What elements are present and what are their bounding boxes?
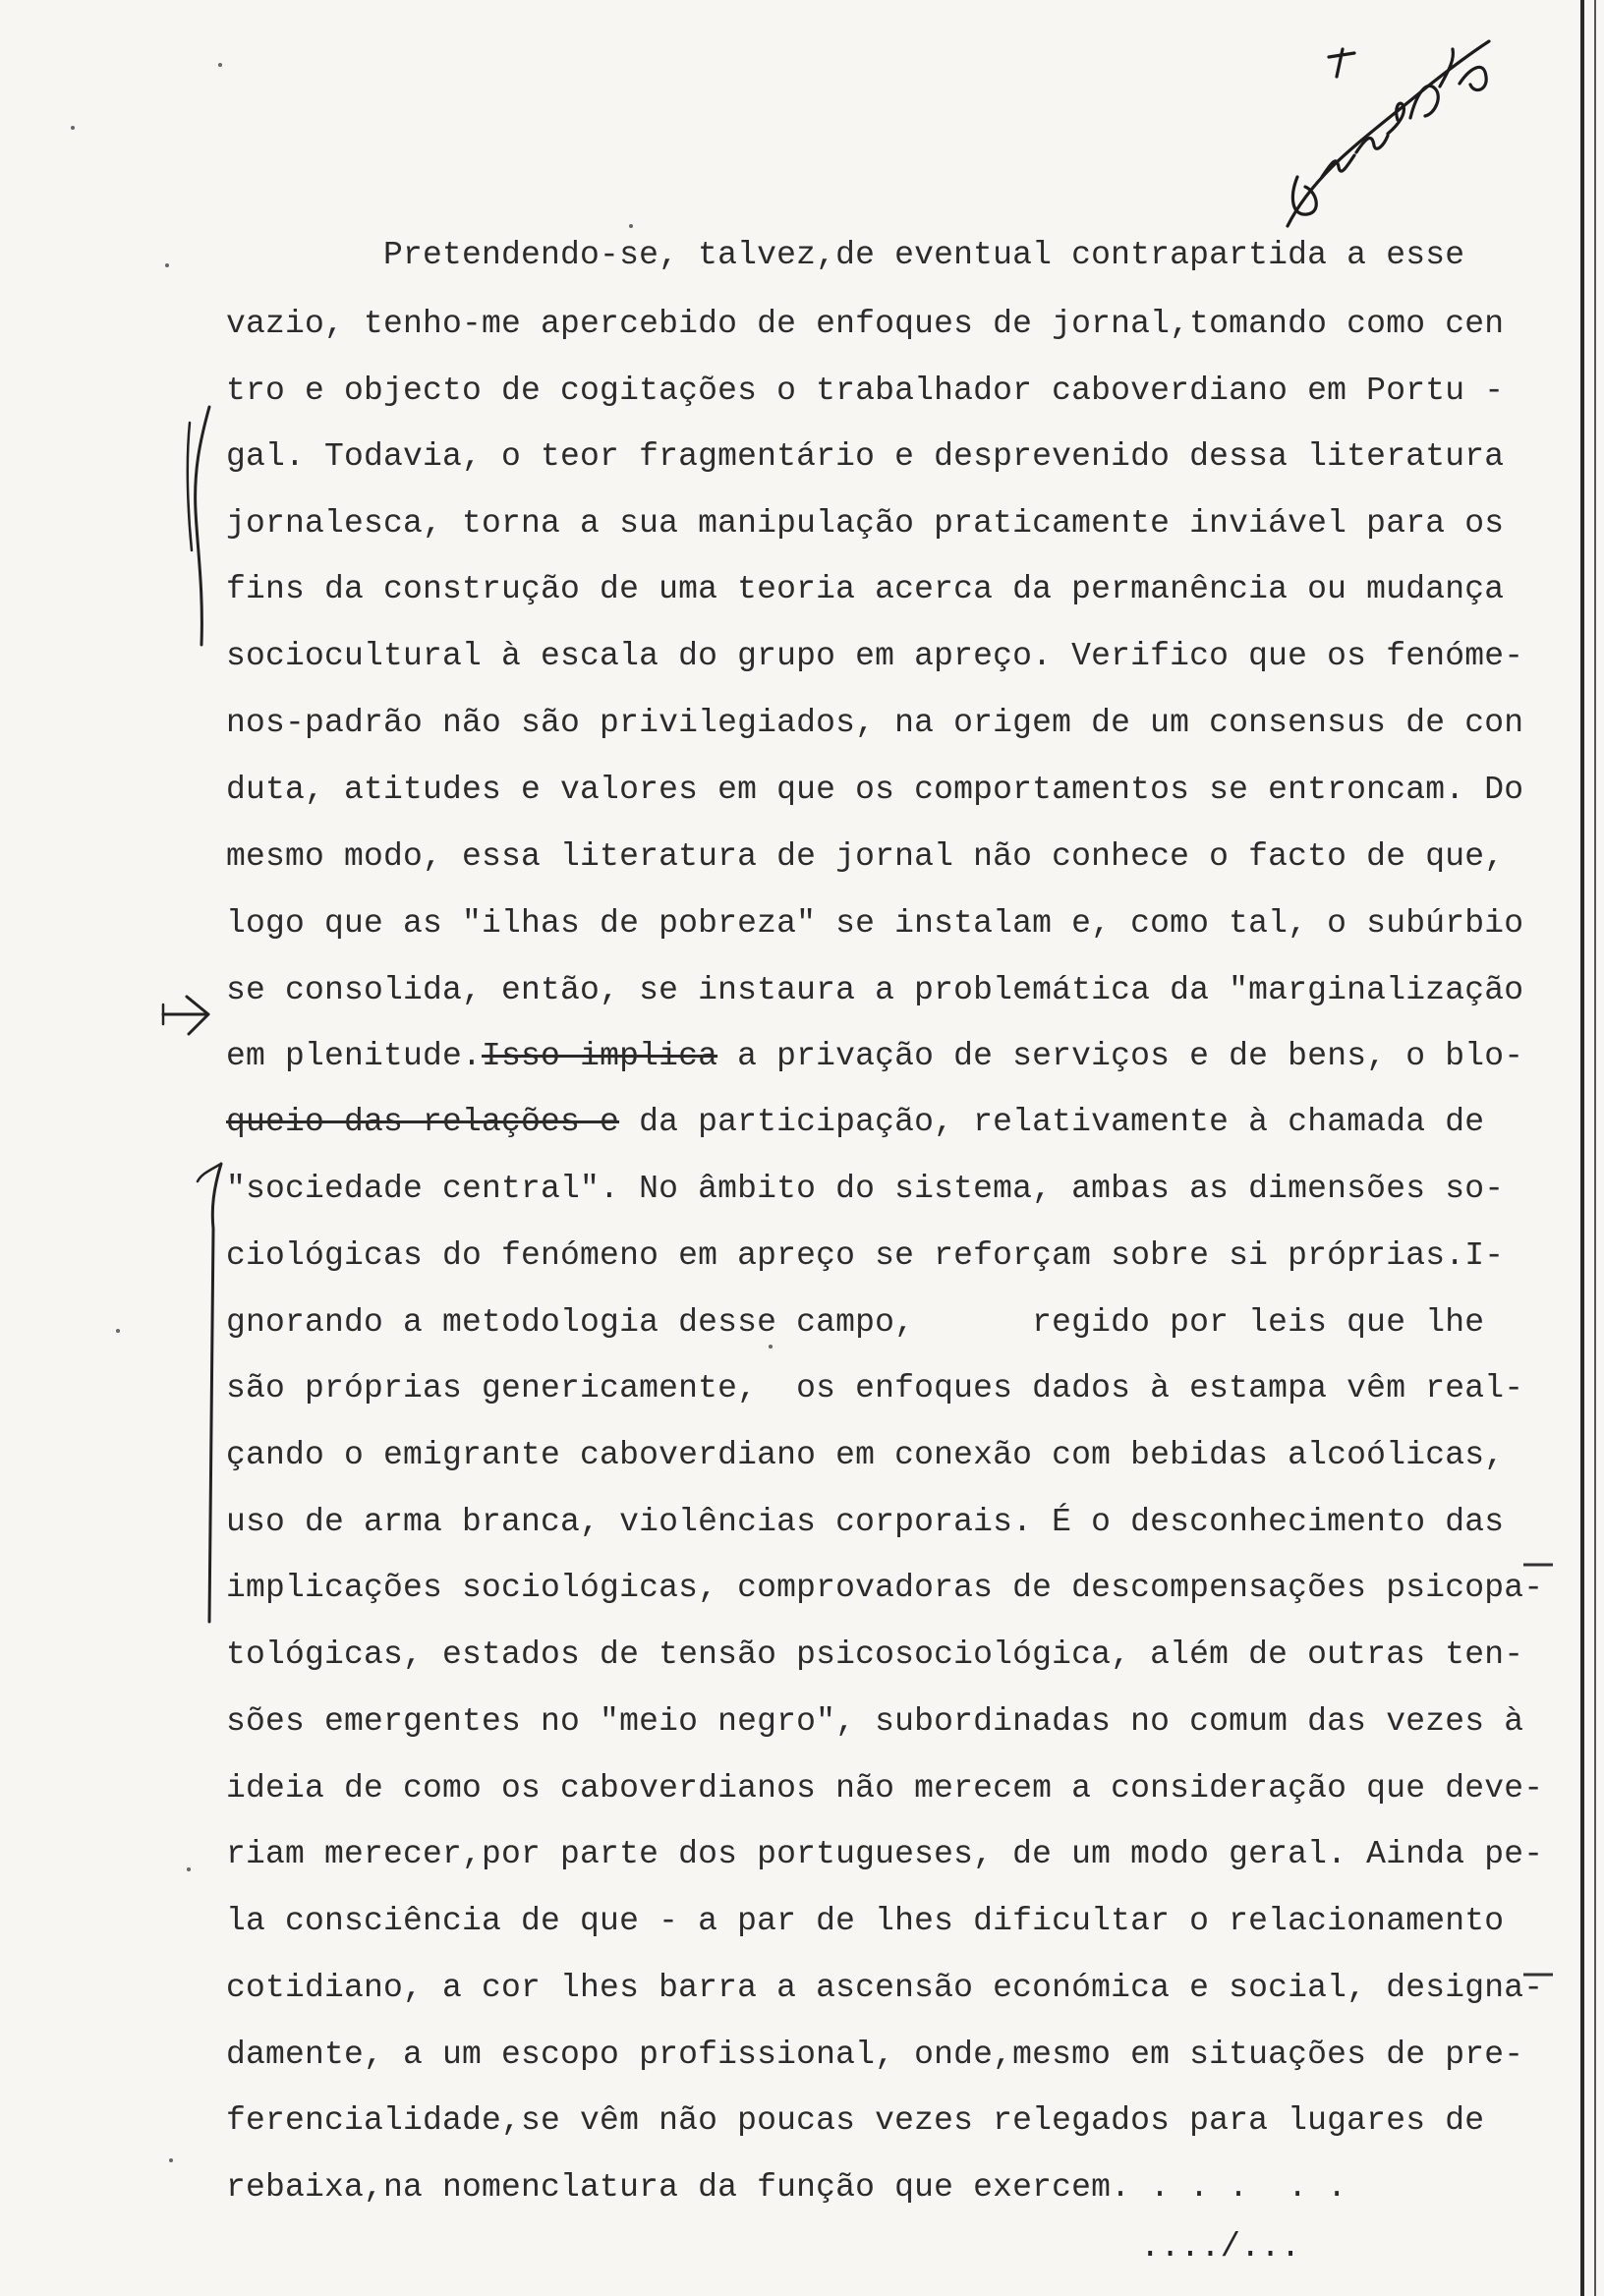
scan-speck [165, 263, 169, 267]
text-line-24: ideia de como os caboverdianos não merecem a consideração que deve- [226, 1770, 1544, 1807]
scan-speck [169, 2158, 173, 2162]
text-line-23: sões emergentes no "meio negro", subordinadas no comum das vezes à [226, 1703, 1524, 1740]
text-line-16: ciológicas do fenómeno em apreço se reforçam sobre si próprias.I- [226, 1237, 1505, 1274]
scan-speck [116, 1329, 120, 1333]
text-line-6: fins da construção de uma teoria acerca da permanência ou mudança [226, 571, 1505, 607]
scan-speck [629, 224, 633, 228]
text-line-8: nos-padrão não são privilegiados, na origem de um consensus de con [226, 705, 1524, 741]
margin-arrow-mark [159, 991, 218, 1040]
trailing-dots: . . . . . [1150, 2169, 1347, 2206]
page-edge-line [1594, 0, 1596, 2296]
struck-text-2: queio das relações e [226, 1104, 620, 1140]
text-line-10: mesmo modo, essa literatura de jornal não conhece o facto de que, [226, 838, 1505, 875]
text-line-19: çando o emigrante caboverdiano em conexão com bebidas alcoólicas, [226, 1437, 1505, 1473]
text-line-13-head: em plenitude. [226, 1038, 483, 1074]
text-line-13 [226, 1037, 1523, 1076]
text-line-26: la consciência de que - a par de lhes dificultar o relacionamento [226, 1903, 1505, 1939]
text-line-25: riam merecer,por parte dos portugueses, de um modo geral. Ainda pe- [226, 1836, 1544, 1872]
text-line-1: Pretendendo-se, talvez,de eventual contrapartida a esse [226, 237, 1465, 273]
text-line-27: cotidiano, a cor lhes barra a ascensão económica e social, designa- [226, 1970, 1544, 2006]
text-line-14 [226, 1103, 1484, 1142]
text-line-17: gnorando a metodologia desse campo, regido por leis que lhe [226, 1304, 1485, 1341]
text-line-20: uso de arma branca, violências corporais. É o desconhecimento das [226, 1504, 1505, 1540]
text-line-30 [226, 2168, 1346, 2208]
text-line-13-tail: a privação de serviços e de bens, o blo- [717, 1038, 1524, 1074]
text-line-22: tológicas, estados de tensão psicosociológica, além de outras ten- [226, 1636, 1524, 1673]
scan-speck [71, 126, 75, 130]
text-line-28: damente, a um escopo profissional, onde,mesmo em situações de pre- [226, 2037, 1524, 2073]
text-line-14-tail: da participação, relativamente à chamada de [619, 1104, 1485, 1140]
text-line-11: logo que as "ilhas de pobreza" se instalam e, como tal, o subúrbio [226, 905, 1524, 942]
text-line-30-text: rebaixa,na nomenclatura da função que exercem. [226, 2169, 1131, 2206]
text-line-4: gal. Todavia, o teor fragmentário e desprevenido dessa literatura [226, 438, 1505, 475]
text-line-7: sociocultural à escala do grupo em apreço. Verifico que os fenóme- [226, 638, 1524, 674]
text-line-15: "sociedade central". No âmbito do sistema, ambas as dimensões so- [226, 1171, 1505, 1207]
text-line-2: vazio, tenho-me apercebido de enfoques de jornal,tomando como cen [226, 306, 1505, 342]
text-line-21: implicações sociológicas, comprovadoras de descompensações psicopa- [226, 1570, 1544, 1606]
text-line-12: se consolida, então, se instaura a problemática da "marginalização [226, 972, 1524, 1008]
margin-bracket-top [182, 403, 221, 649]
continuation-mark: ..../... [1140, 2229, 1301, 2267]
text-line-9: duta, atitudes e valores em que os comportamentos se entroncam. Do [226, 772, 1524, 808]
margin-bracket-bottom [192, 1160, 231, 1632]
struck-text-1: Isso implica [482, 1038, 718, 1074]
text-line-18: são próprias genericamente, os enfoques dados à estampa vêm real- [226, 1370, 1524, 1406]
scan-speck [218, 63, 222, 67]
handwritten-signature [1278, 29, 1504, 236]
page-edge-shadow [1580, 0, 1584, 2296]
text-line-3: tro e objecto de cogitações o trabalhador caboverdiano em Portu - [226, 373, 1505, 409]
scan-speck [187, 1867, 191, 1871]
text-line-29: ferencialidade,se vêm não poucas vezes relegados para lugares de [226, 2102, 1485, 2139]
text-line-5: jornalesca, torna a sua manipulação praticamente inviável para os [226, 505, 1505, 542]
typed-body-text [226, 236, 1544, 2206]
